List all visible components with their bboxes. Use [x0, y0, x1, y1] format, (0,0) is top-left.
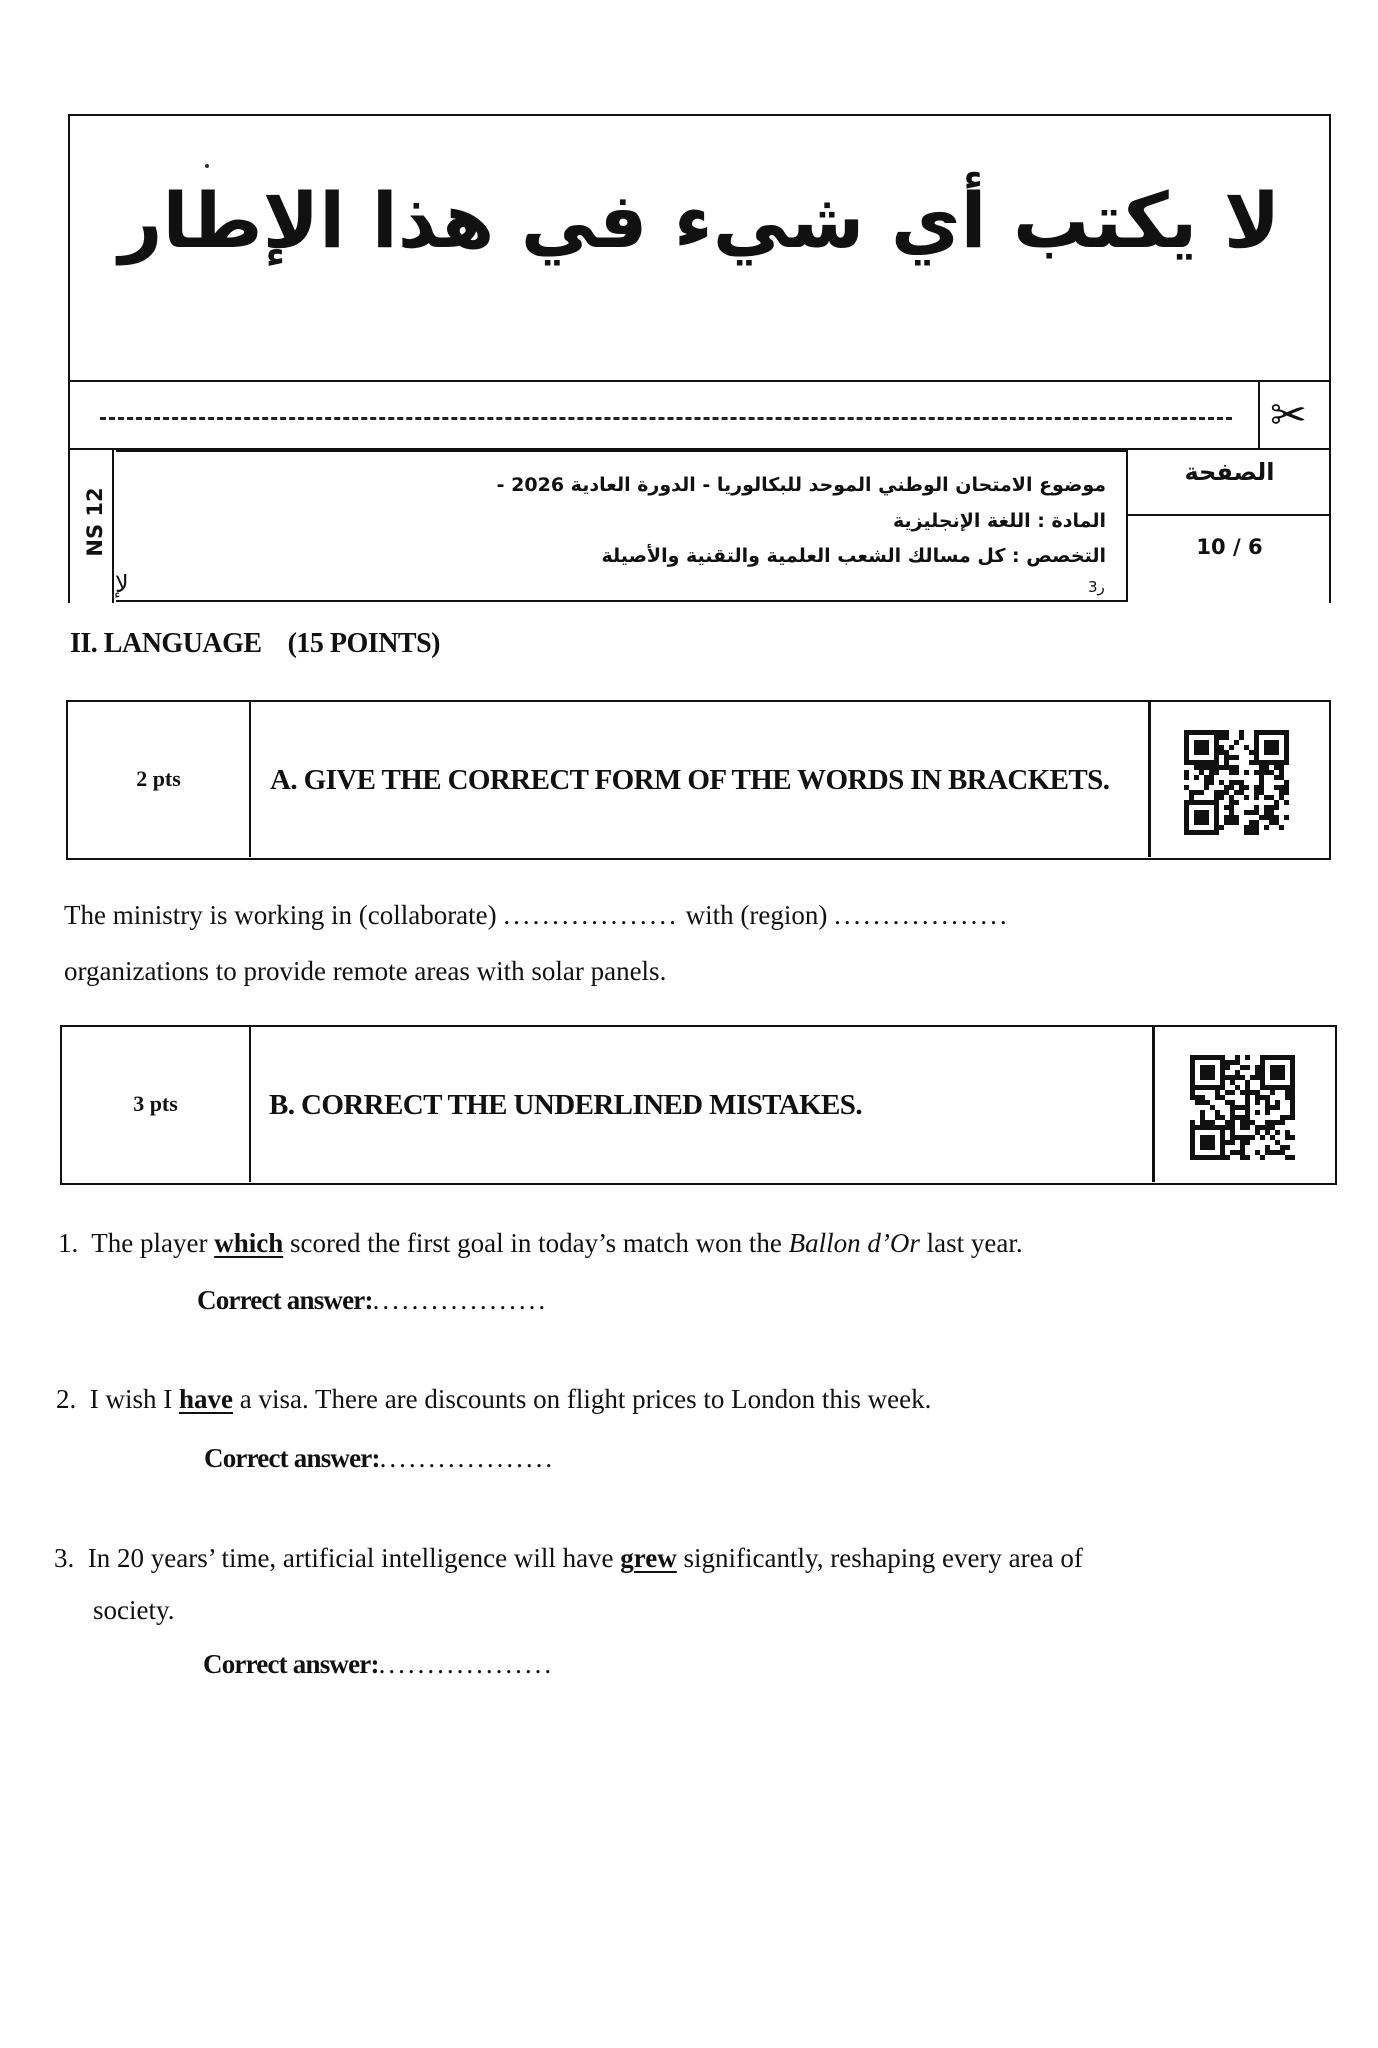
- task-a-sentence-line2: organizations to provide remote areas with solar panels.: [64, 956, 667, 986]
- cut-strip: [68, 380, 1331, 450]
- answer-blank[interactable]: ..................: [834, 900, 1010, 930]
- answer-blank[interactable]: ..................: [379, 1443, 556, 1473]
- item-3-continuation: society.: [93, 1595, 175, 1625]
- task-b-box: [60, 1025, 1337, 1185]
- task-a-qr-cell: [1148, 702, 1151, 857]
- item-text: In 20 years’ time, artificial intelligence will have: [87, 1543, 614, 1573]
- item-1: [58, 1225, 1023, 1261]
- check-mark-icon: ﻹ: [115, 570, 129, 598]
- task-a-title: A. GIVE THE CORRECT FORM OF THE WORDS IN BRACKETS.: [270, 764, 1110, 796]
- item-2: [56, 1381, 931, 1417]
- item-italic: Ballon d’Or: [788, 1228, 920, 1258]
- scissors-icon: ✂: [1270, 390, 1307, 441]
- item-text: I wish I: [89, 1384, 173, 1414]
- qr-code-icon: [1184, 730, 1289, 835]
- item-text: a visa. There are discounts on flight prices to London this week.: [239, 1384, 932, 1414]
- task-a-points: 2 pts: [136, 766, 181, 791]
- item-text: significantly, reshaping every area of: [683, 1543, 1083, 1573]
- exam-title: موضوع الامتحان الوطني الموحد للبكالوريا - الدورة العادية 2026 -: [496, 474, 1106, 496]
- task-a-box: [66, 700, 1331, 860]
- section-heading: II. LANGUAGE (15 POINTS): [70, 628, 440, 659]
- task-b-points-cell: [62, 1027, 251, 1182]
- exam-subject: المادة : اللغة الإنجليزية: [892, 510, 1106, 532]
- task-a-sentence-line1: [64, 897, 1010, 933]
- exam-specialty: التخصص : كل مسالك الشعب العلمية والتقنية والأصيلة: [601, 545, 1106, 567]
- qr-module: [1284, 830, 1289, 835]
- item-text: last year.: [926, 1228, 1023, 1258]
- qr-code-icon: [1190, 1055, 1295, 1160]
- answer-label: Correct answer:: [197, 1285, 373, 1315]
- task-b-qr-cell: [1152, 1027, 1155, 1182]
- answer-line-1: [197, 1282, 548, 1318]
- answer-blank[interactable]: ..................: [378, 1649, 555, 1679]
- task-a-text-2: with (region): [685, 900, 828, 930]
- series-code: NS 12: [83, 487, 107, 557]
- item-number: 3.: [54, 1543, 75, 1573]
- answer-blank[interactable]: ..................: [503, 900, 679, 930]
- page-number: 10 / 6: [1196, 535, 1263, 559]
- item-number: 1.: [58, 1228, 79, 1258]
- task-b-title: B. CORRECT THE UNDERLINED MISTAKES.: [269, 1089, 862, 1121]
- task-b-points: 3 pts: [133, 1091, 178, 1116]
- item-number: 2.: [56, 1384, 77, 1414]
- underlined-mistake: have: [179, 1384, 233, 1414]
- underlined-mistake: grew: [620, 1543, 677, 1573]
- cut-line: [100, 417, 1232, 420]
- task-a-points-cell: [68, 702, 251, 857]
- no-write-frame: [68, 114, 1331, 380]
- item-text: scored the first goal in today’s match won the: [289, 1228, 782, 1258]
- underlined-mistake: which: [214, 1228, 284, 1258]
- no-write-notice: لا يكتب أي شيء في هذا الإطار: [118, 176, 1281, 265]
- answer-label: Correct answer:: [203, 1649, 379, 1679]
- stray-dot: [205, 164, 209, 168]
- answer-blank[interactable]: ..................: [372, 1285, 549, 1315]
- item-3: [54, 1540, 1083, 1576]
- qr-module: [1290, 1155, 1295, 1160]
- answer-label: Correct answer:: [204, 1443, 380, 1473]
- item-text: The player: [91, 1228, 208, 1258]
- task-a-text-1: The ministry is working in (collaborate): [64, 900, 497, 930]
- page-label: الصفحة: [1184, 458, 1275, 486]
- answer-line-2: [204, 1440, 555, 1476]
- answer-line-3: [203, 1646, 554, 1682]
- exam-code: 3ر: [1088, 578, 1105, 596]
